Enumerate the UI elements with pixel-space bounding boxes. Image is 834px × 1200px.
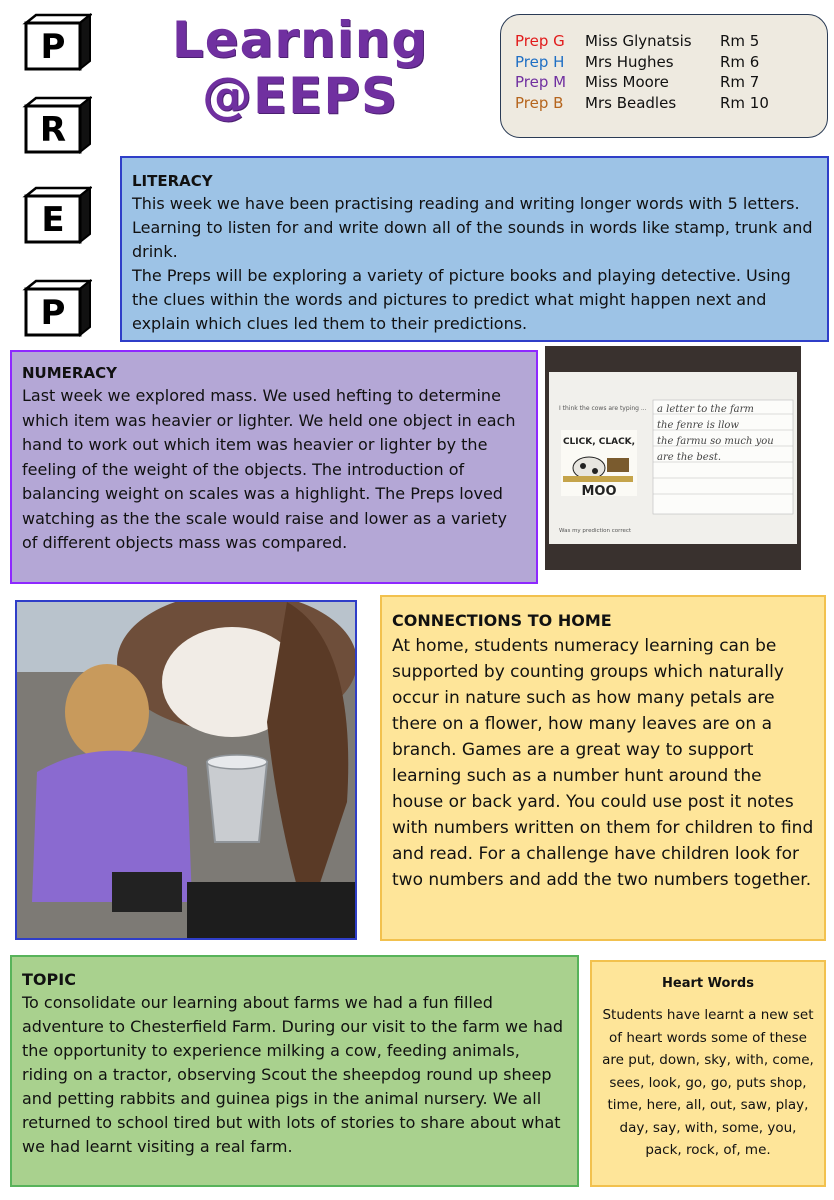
heart-words-section	[590, 960, 826, 1187]
worksheet-prompt: I think the cows are typing ...	[559, 405, 647, 412]
numeracy-section	[10, 350, 538, 584]
literacy-paragraph-1: This week we have been practising reading and writing longer words with 5 letters. Learning to listen for and write down all of the sounds in words like stamp, trunk and drink.	[132, 194, 813, 261]
worksheet-photo	[545, 346, 801, 570]
handwriting-line: a letter to the farm	[657, 404, 754, 415]
numeracy-body: Last week we explored mass. We used hefting to determine which item was heavier or lighter. We held one object in each hand to work out which item was heavier or lighter by the feeling of the weight of the objects. The introduction of balancing weight on scales was a highlight. The Preps loved watching as the the scale would raise and lower as a variety of different objects mass was compared.	[22, 386, 516, 552]
prep-class: Prep G	[515, 32, 565, 50]
worksheet-paper	[549, 372, 797, 544]
numeracy-heading: NUMERACY	[22, 364, 117, 382]
handwriting-line: are the best.	[657, 452, 722, 463]
literacy-heading: LITERACY	[132, 172, 213, 190]
teacher-name: Miss Moore	[585, 73, 669, 91]
literacy-section	[120, 156, 829, 342]
class-list	[500, 14, 828, 138]
teacher-name: Mrs Beadles	[585, 93, 677, 112]
book-title-1: CLICK, CLACK,	[562, 437, 636, 447]
letter-block-p	[22, 13, 92, 71]
title-line-1: Learning	[171, 11, 429, 69]
prep-class: Prep B	[515, 93, 564, 112]
letter-block-e	[22, 186, 92, 244]
room-number: Rm 7	[720, 73, 760, 91]
heart-words-body: Students have learnt a new set of heart words some of these are put, down, sky, with, come, sees, look, go, go, puts shop, time, here, all, out, saw, play, day, say, with, some, you, pack, rock, of, me.	[602, 1007, 814, 1158]
class-row	[515, 52, 827, 73]
book-title-2: MOO	[581, 484, 617, 499]
topic-body: To consolidate our learning about farms we had a fun filled adventure to Chesterfield Farm. During our visit to the farm we had the opportunity to experience milking a cow, feeding animals, riding on a tractor, observing Scout the sheepdog round up sheep and petting rabbits and guinea pigs in the animal nursery. We all returned to school tired but with lots of stories to share about what we had learnt visiting a real farm.	[22, 993, 564, 1156]
letter-block-p2	[22, 279, 92, 337]
block-letter: P	[40, 293, 66, 333]
class-row	[515, 31, 827, 52]
heart-words-heading: Heart Words	[662, 976, 754, 991]
title-line-2: @EEPS	[202, 67, 398, 125]
handwriting-line: the fenre is llow	[657, 420, 739, 431]
connections-heading: CONNECTIONS TO HOME	[392, 611, 612, 630]
prep-class: Prep M	[515, 73, 567, 91]
worksheet-footer: Was my prediction correct	[559, 528, 632, 534]
literacy-paragraph-2: The Preps will be exploring a variety of picture books and playing detective. Using the clues within the words and pictures to predict what might happen next and explain which clues led them to their predictions.	[132, 266, 791, 333]
room-number: Rm 10	[720, 93, 769, 112]
class-row	[515, 72, 827, 93]
room-number: Rm 6	[720, 52, 760, 71]
letter-block-r	[22, 96, 92, 154]
milking-photo	[15, 600, 357, 940]
connections-body: At home, students numeracy learning can be supported by counting groups which naturally occur in nature such as how many petals are there on a flower, how many leaves are on a branch. Games are a great way to support learning such as a number hunt around the house or back yard. You could use post it notes with numbers written on them for children to find and read. For a challenge have children look for two numbers and add the two numbers together.	[392, 636, 814, 890]
teacher-name: Miss Glynatsis	[585, 32, 692, 50]
room-number: Rm 5	[720, 32, 760, 50]
block-letter: E	[41, 200, 65, 240]
handwriting-line: the farmu so much you	[657, 436, 774, 447]
page-title	[150, 12, 450, 124]
block-letter: P	[40, 27, 66, 67]
teacher-name: Mrs Hughes	[585, 52, 674, 71]
prep-class: Prep H	[515, 52, 565, 71]
block-letter: R	[39, 110, 67, 150]
topic-section	[10, 955, 579, 1187]
topic-heading: TOPIC	[22, 970, 76, 989]
class-row	[515, 93, 827, 114]
connections-section	[380, 595, 826, 941]
